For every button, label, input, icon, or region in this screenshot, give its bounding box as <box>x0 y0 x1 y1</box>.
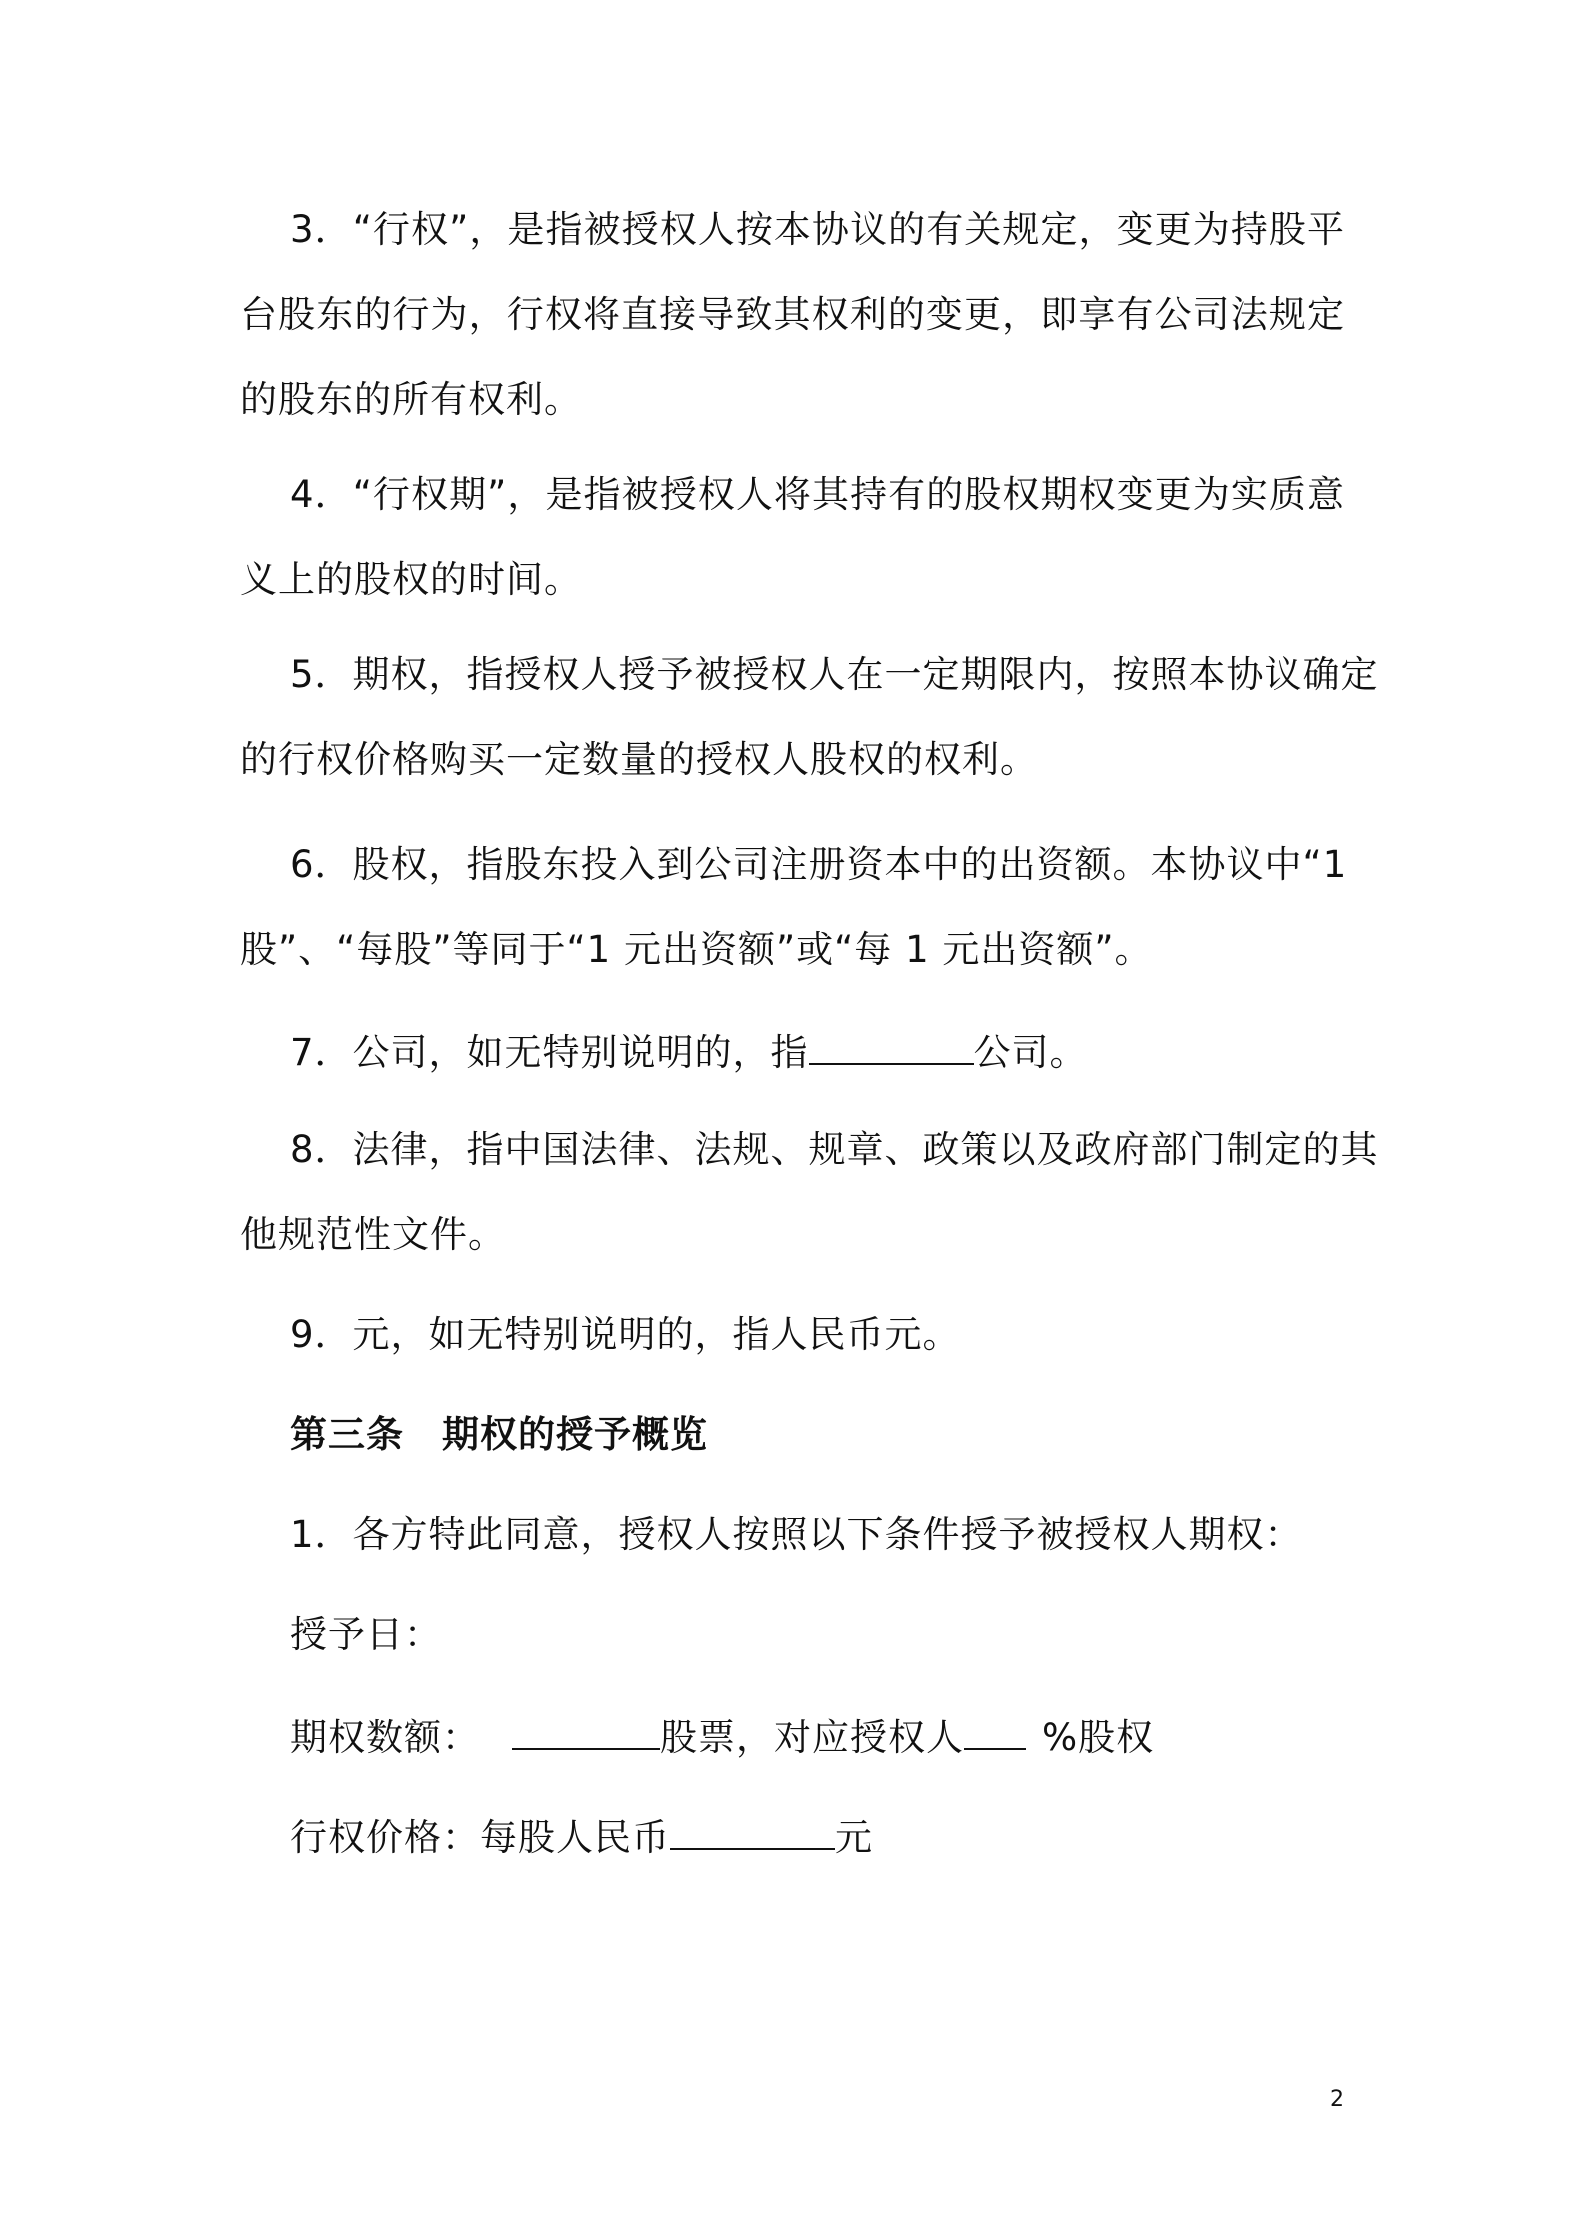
paragraph-5-line-1: 5．期权，指授权人授予被授权人在一定期限内，按照本协议确定 <box>290 653 1379 696</box>
equity-percent-blank[interactable] <box>964 1710 1026 1750</box>
option-quantity-label: 期权数额： <box>290 1716 480 1759</box>
paragraph-8-line-1: 8．法律，指中国法律、法规、规章、政策以及政府部门制定的其 <box>290 1128 1379 1171</box>
paragraph-7-prefix: 7．公司，如无特别说明的，指 <box>290 1031 809 1074</box>
option-quantity-suffix: %股权 <box>1042 1716 1155 1759</box>
paragraph-9: 9．元，如无特别说明的，指人民币元。 <box>290 1313 961 1356</box>
paragraph-4-line-1: 4．“行权期”，是指被授权人将其持有的股权期权变更为实质意 <box>290 473 1345 516</box>
paragraph-8-line-2: 他规范性文件。 <box>240 1213 506 1256</box>
exercise-price-row <box>290 1810 873 1863</box>
option-quantity-blank[interactable] <box>512 1710 660 1750</box>
paragraph-5-line-2: 的行权价格购买一定数量的授权人股权的权利。 <box>240 738 1038 781</box>
article-3-heading: 第三条 期权的授予概览 <box>290 1413 708 1456</box>
option-quantity-middle: 股票，对应授权人 <box>660 1716 964 1759</box>
exercise-price-label: 行权价格：每股人民币 <box>290 1816 670 1859</box>
company-name-blank[interactable] <box>809 1025 974 1065</box>
paragraph-6-line-1: 6．股权，指股东投入到公司注册资本中的出资额。本协议中“1 <box>290 843 1348 886</box>
page-number: 2 <box>1330 2087 1344 2112</box>
clause-1: 1．各方特此同意，授权人按照以下条件授予被授权人期权： <box>290 1513 1303 1556</box>
exercise-price-suffix: 元 <box>835 1816 873 1859</box>
exercise-price-blank[interactable] <box>670 1810 835 1850</box>
paragraph-7 <box>290 1025 1088 1078</box>
paragraph-7-suffix: 公司。 <box>973 1031 1088 1074</box>
paragraph-6-line-2: 股”、“每股”等同于“1 元出资额”或“每 1 元出资额”。 <box>240 928 1153 971</box>
paragraph-3-line-2: 台股东的行为，行权将直接导致其权利的变更，即享有公司法规定 <box>240 293 1345 336</box>
grant-date-label: 授予日： <box>290 1613 442 1656</box>
paragraph-3-line-3: 的股东的所有权利。 <box>240 378 582 421</box>
paragraph-3-line-1: 3．“行权”，是指被授权人按本协议的有关规定，变更为持股平 <box>290 208 1345 251</box>
option-quantity-row <box>290 1710 1154 1763</box>
paragraph-4-line-2: 义上的股权的时间。 <box>240 558 582 601</box>
